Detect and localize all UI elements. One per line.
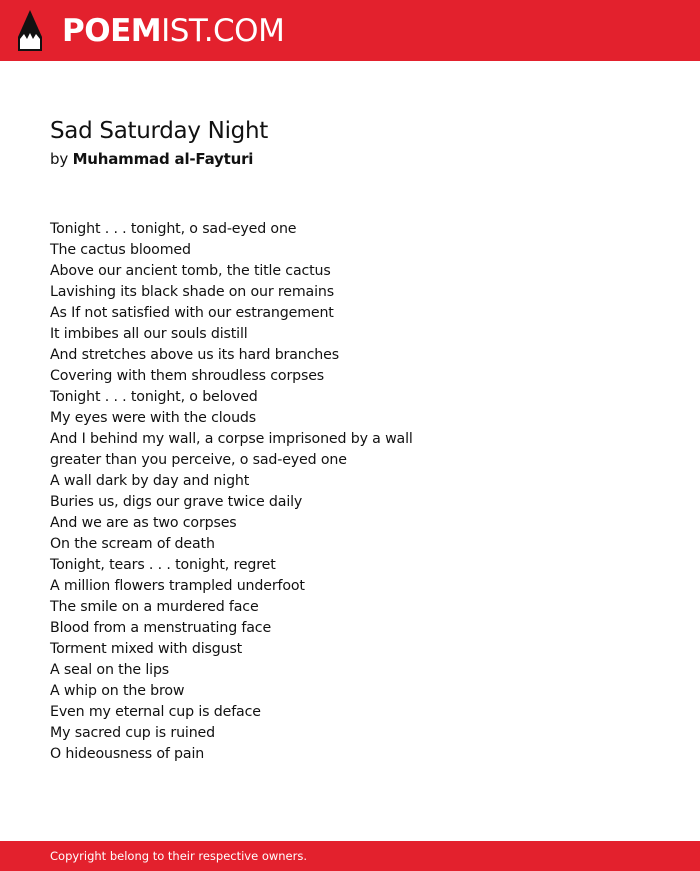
byline <box>50 148 253 170</box>
poem-line: The smile on a murdered face <box>50 599 259 615</box>
site-logo[interactable] <box>62 13 284 49</box>
poem-line: O hideousness of pain <box>50 746 205 762</box>
site-footer <box>0 841 700 871</box>
poem-line: As If not satisfied with our estrangement <box>50 305 334 321</box>
poem-line: And I behind my wall, a corpse imprisoned by a wall <box>50 431 413 447</box>
poem-line: Tonight . . . tonight, o beloved <box>50 389 258 405</box>
by-label: by <box>50 150 68 168</box>
poem-line: A million flowers trampled underfoot <box>50 578 305 594</box>
logo-bold-text: POEM <box>62 13 162 49</box>
poem-line: And we are as two corpses <box>50 515 237 531</box>
pencil-tip-icon[interactable] <box>18 10 42 51</box>
poem-line: A wall dark by day and night <box>50 473 250 489</box>
poem-line: My sacred cup is ruined <box>50 725 215 741</box>
site-header <box>0 0 700 61</box>
poem-line: Even my eternal cup is deface <box>50 704 261 720</box>
poem-line: Torment mixed with disgust <box>50 641 243 657</box>
copyright-notice: Copyright belong to their respective owners. <box>50 849 308 863</box>
poem-line: My eyes were with the clouds <box>50 410 257 426</box>
logo-light-text: IST.COM <box>161 13 285 49</box>
poem-line: And stretches above us its hard branches <box>50 347 339 363</box>
poem-line: Lavishing its black shade on our remains <box>50 284 334 300</box>
author-name: Muhammad al-Fayturi <box>72 150 254 168</box>
poem-body <box>50 219 413 765</box>
poem-line: Tonight . . . tonight, o sad-eyed one <box>50 221 297 237</box>
poem-line: It imbibes all our souls distill <box>50 326 248 342</box>
poem-line: Blood from a menstruating face <box>50 620 272 636</box>
poem-line: A whip on the brow <box>50 683 185 699</box>
poem-line: Tonight, tears . . . tonight, regret <box>50 557 276 573</box>
poem-line: A seal on the lips <box>50 662 170 678</box>
poem-line: On the scream of death <box>50 536 215 552</box>
poem-line: greater than you perceive, o sad-eyed one <box>50 452 347 468</box>
poem-title: Sad Saturday Night <box>50 118 268 144</box>
poem-line: The cactus bloomed <box>50 242 191 258</box>
poem-line: Above our ancient tomb, the title cactus <box>50 263 331 279</box>
poem-line: Covering with them shroudless corpses <box>50 368 325 384</box>
poem-line: Buries us, digs our grave twice daily <box>50 494 303 510</box>
